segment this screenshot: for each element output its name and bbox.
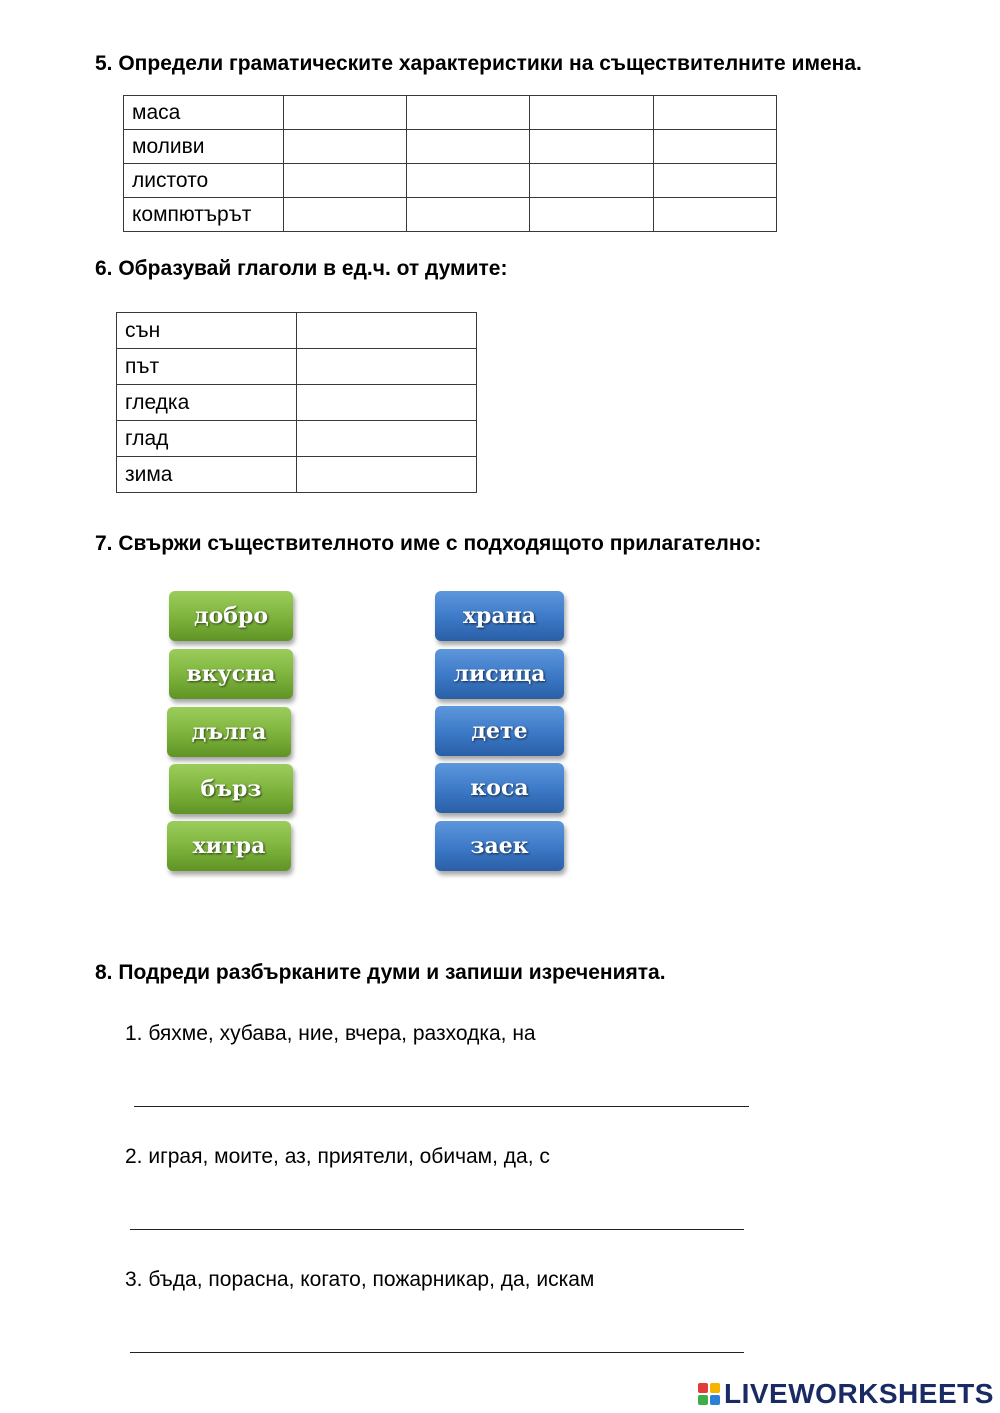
noun-cell: маса [124, 96, 284, 130]
scrambled-sentence-2: 2. играя, моите, аз, приятели, обичам, да, с [125, 1145, 550, 1168]
noun-cell: листото [124, 164, 284, 198]
scrambled-sentence-1: 1. бяхме, хубава, ние, вчера, разходка, на [125, 1022, 536, 1045]
answer-line-2[interactable] [130, 1229, 744, 1230]
answer-cell[interactable] [654, 164, 777, 198]
noun-cell: компютърът [124, 198, 284, 232]
answer-cell[interactable] [654, 96, 777, 130]
task5-heading: 5. Определи граматическите характеристики на съществителните имена. [95, 52, 862, 75]
answer-cell[interactable] [530, 164, 654, 198]
adjective-tile[interactable]: дълга [167, 707, 291, 757]
logo-squares-icon [698, 1383, 720, 1405]
liveworksheets-logo [698, 1378, 993, 1410]
answer-cell[interactable] [407, 198, 530, 232]
task8-heading: 8. Подреди разбърканите думи и запиши изреченията. [95, 961, 666, 984]
noun-tile[interactable]: заек [435, 821, 564, 871]
adjective-tile[interactable]: хитра [167, 821, 291, 871]
noun-tile[interactable]: дете [435, 706, 564, 756]
noun-tile[interactable]: храна [435, 591, 564, 641]
table-row [124, 164, 777, 198]
answer-line-1[interactable] [134, 1106, 749, 1107]
answer-cell[interactable] [284, 164, 407, 198]
task7-heading: 7. Свържи съществителното име с подходящото прилагателно: [95, 532, 762, 555]
answer-line-3[interactable] [130, 1352, 744, 1353]
table-row [124, 96, 777, 130]
answer-cell[interactable] [297, 421, 477, 457]
scrambled-sentence-3: 3. бъда, порасна, когато, пожарникар, да, искам [125, 1268, 595, 1291]
noun-tile[interactable]: коса [435, 763, 564, 813]
word-cell: зима [117, 457, 297, 493]
answer-cell[interactable] [297, 349, 477, 385]
adjective-tile[interactable]: добро [169, 591, 293, 641]
answer-cell[interactable] [654, 130, 777, 164]
verb-formation-table [116, 312, 477, 493]
answer-cell[interactable] [284, 198, 407, 232]
answer-cell[interactable] [407, 164, 530, 198]
noun-characteristics-table [123, 95, 777, 232]
answer-cell[interactable] [284, 96, 407, 130]
table-row [117, 349, 477, 385]
table-row [117, 313, 477, 349]
answer-cell[interactable] [407, 130, 530, 164]
adjective-tile[interactable]: бърз [169, 764, 293, 814]
table-row [117, 457, 477, 493]
noun-tile[interactable]: лисица [435, 649, 564, 699]
answer-cell[interactable] [654, 198, 777, 232]
word-cell: глад [117, 421, 297, 457]
word-cell: път [117, 349, 297, 385]
table-row [124, 198, 777, 232]
word-cell: гледка [117, 385, 297, 421]
word-cell: сън [117, 313, 297, 349]
answer-cell[interactable] [284, 130, 407, 164]
table-row [124, 130, 777, 164]
answer-cell[interactable] [297, 385, 477, 421]
answer-cell[interactable] [297, 313, 477, 349]
noun-cell: моливи [124, 130, 284, 164]
table-row [117, 385, 477, 421]
answer-cell[interactable] [297, 457, 477, 493]
answer-cell[interactable] [530, 130, 654, 164]
task6-heading: 6. Образувай глаголи в ед.ч. от думите: [95, 257, 508, 280]
answer-cell[interactable] [530, 198, 654, 232]
table-row [117, 421, 477, 457]
answer-cell[interactable] [530, 96, 654, 130]
logo-text: LIVEWORKSHEETS [724, 1378, 994, 1409]
adjective-tile[interactable]: вкусна [169, 649, 293, 699]
answer-cell[interactable] [407, 96, 530, 130]
